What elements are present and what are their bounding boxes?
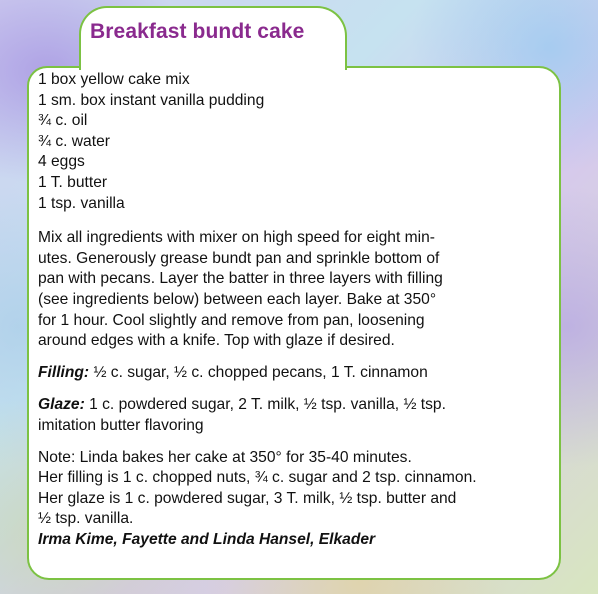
- glaze-label: Glaze:: [38, 396, 85, 414]
- filling-text: ½ c. sugar, ½ c. chopped pecans, 1 T. cinnamon: [89, 363, 428, 381]
- glaze-paragraph: [38, 395, 548, 436]
- note-paragraph: [38, 448, 548, 551]
- ingredient-item: 1 T. butter: [38, 173, 108, 191]
- directions-line: around edges with a knife. Top with glaze if desired.: [38, 332, 395, 350]
- note-line: Her glaze is 1 c. powdered sugar, 3 T. milk, ½ tsp. butter and: [38, 489, 457, 507]
- ingredient-item: 4 eggs: [38, 153, 85, 171]
- directions-line: pan with pecans. Layer the batter in three layers with filling: [38, 270, 443, 288]
- recipe-body: [38, 70, 548, 550]
- recipe-title: Breakfast bundt cake: [90, 20, 305, 43]
- note-line: ½ tsp. vanilla.: [38, 510, 134, 528]
- ingredient-item: ¾ c. oil: [38, 112, 88, 130]
- ingredient-item: ¾ c. water: [38, 132, 110, 150]
- ingredient-item: 1 sm. box instant vanilla pudding: [38, 91, 265, 109]
- directions-paragraph: [38, 228, 548, 352]
- ingredient-item: 1 tsp. vanilla: [38, 194, 125, 212]
- filling-paragraph: [38, 363, 548, 384]
- directions-line: utes. Generously grease bundt pan and sprinkle bottom of: [38, 249, 440, 267]
- ingredient-item: 1 box yellow cake mix: [38, 71, 190, 88]
- ingredient-list: [38, 70, 548, 214]
- directions-line: Mix all ingredients with mixer on high speed for eight min-: [38, 229, 435, 247]
- glaze-text: 1 c. powdered sugar, 2 T. milk, ½ tsp. vanilla, ½ tsp.: [84, 396, 446, 414]
- directions-line: for 1 hour. Cool slightly and remove from pan, loosening: [38, 311, 425, 329]
- filling-label: Filling:: [38, 363, 90, 381]
- note-line: Her filling is 1 c. chopped nuts, ¾ c. sugar and 2 tsp. cinnamon.: [38, 469, 477, 487]
- glaze-text-continued: imitation butter flavoring: [38, 416, 204, 434]
- note-line: Note: Linda bakes her cake at 350° for 35-40 minutes.: [38, 448, 412, 466]
- title-tab-join: [81, 62, 345, 70]
- recipe-credit: Irma Kime, Fayette and Linda Hansel, Elkader: [38, 530, 376, 548]
- directions-line: (see ingredients below) between each layer. Bake at 350°: [38, 290, 437, 308]
